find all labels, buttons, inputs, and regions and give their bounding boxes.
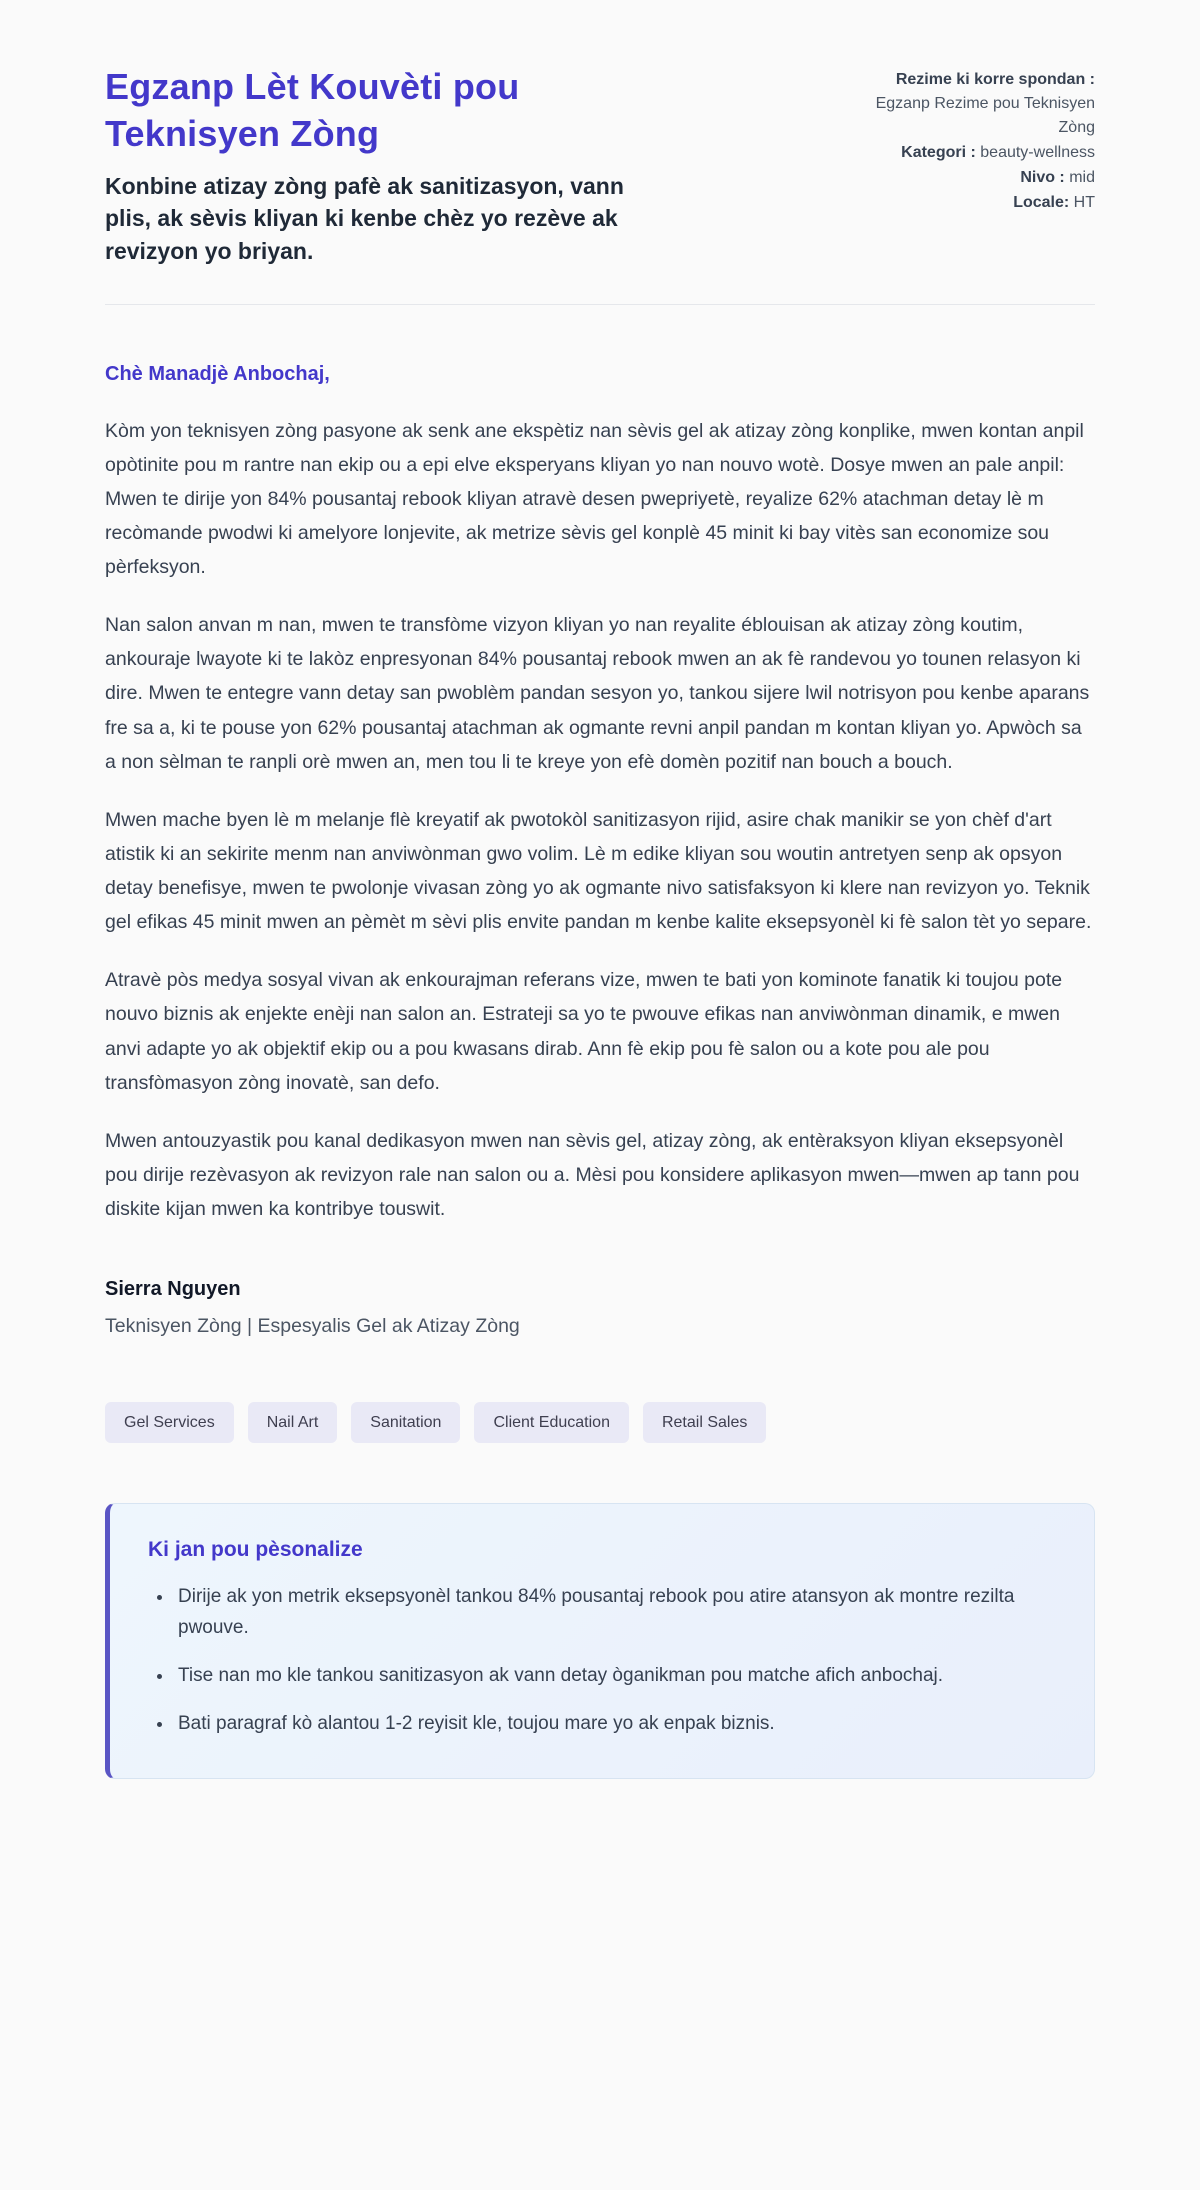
meta-label: Locale: (1013, 194, 1070, 211)
page-subtitle: Konbine atizay zòng pafè ak sanitizasyon, vann plis, ak sèvis kliyan ki kenbe chèz yo rezève ak revizyon yo briyan. (105, 172, 624, 264)
meta-value: Egzanp Rezime pou Teknisyen Zòng (875, 95, 1095, 136)
tip-item-2: • Tise nan mo kle tankou sanitizasyon ak vann detay òganikman pou matche afich anbochaj. (174, 1661, 1056, 1692)
tips-title: Ki jan pou pèsonalize (148, 1538, 363, 1562)
letter-paragraph-5: Mwen antouzyastik pou kanal dedikasyon mwen nan sèvis gel, atizay zòng, ak entèraksyon kliyan eksepsyonèl pou dirije rezèvasyon ak revizyon rale nan salon ou a. Mèsi pou konsidere aplikasyon mwen—mwen ap tann pou diskite kijan mwen ka kontribye touswit. (105, 1129, 1080, 1221)
letter-greeting: Chè Manadjè Anbochaj, (105, 362, 330, 385)
meta-row-locale (843, 191, 1095, 215)
tips-list (174, 1582, 1056, 1739)
meta-block (843, 64, 1095, 216)
tag-retail-sales: Retail Sales (643, 1402, 766, 1443)
tag-nail-art: Nail Art (248, 1402, 338, 1443)
signature-role: Teknisyen Zòng | Espesyalis Gel ak Atizay Zòng (105, 1315, 520, 1338)
personalization-tips-panel (105, 1503, 1095, 1779)
letter-paragraph-2: Nan salon anvan m nan, mwen te transfòme vizyon kliyan yo nan reyalite éblouisan ak atizay zòng koutim, ankouraje lwayote ki te lakòz enpresyonan 84% pousantaj rebook mwen an ak fè randevou yo tounen relasyon ki dire. Mwen te entegre vann detay san pwoblèm pandan sesyon yo, tankou sijere lwil notrisyon pou kenbe aparans fre sa a, ki te pouse yon 62% pousantaj atachman ak ogmante revni anpil pandan m kontan kliyan yo. Apwòch sa a non sèlman te ranpli orè mwen an, men tou li te kreye yon efè domèn pozitif nan bouch a bouch. (105, 614, 1090, 773)
meta-row-level (843, 166, 1095, 190)
tag-client-education: Client Education (474, 1402, 629, 1443)
letter-paragraph-4: Atravè pòs medya sosyal vivan ak enkourajman referans vize, mwen te bati yon kominote fanatik ki toujou pote nouvo biznis ak enjekte enèji nan salon an. Estrateji sa yo te pwouve efikas nan anviwònman dinamik, e mwen anvi adapte yo ak objektif ekip ou a pou kwasans dirab. Ann fè ekip pou fè salon ou a kote pou ale pou transfòmasyon zòng inovatè, san defo. (105, 969, 1063, 1094)
meta-value: mid (1069, 169, 1095, 186)
meta-row-corresponding-resume (843, 68, 1095, 140)
meta-value: HT (1073, 194, 1095, 211)
skill-tag-list (105, 1402, 1095, 1443)
tag-gel-services: Gel Services (105, 1402, 234, 1443)
page-title: Egzanp Lèt Kouvèti pou Teknisyen Zòng (105, 66, 520, 154)
meta-row-category (843, 141, 1095, 165)
meta-label: Rezime ki korre spondan : (895, 71, 1095, 88)
letter-paragraph-1: Kòm yon teknisyen zòng pasyone ak senk ane ekspètiz nan sèvis gel ak atizay zòng konplike, mwen kontan anpil opòtinite pou m rantre nan ekip ou a epi elve eksperyans kliyan yo nan nouvo wotè. Dosye mwen an pale anpil: Mwen te dirije yon 84% pousantaj rebook kliyan atravè desen pwepriyetè, reyalize 62% atachman detay lè m recòmande pwodwi ki amelyore lonjevite, ak metrize sèvis gel konplè 45 minit ki bay vitès san economize sou pèrfeksyon. (105, 419, 1084, 579)
signature-name: Sierra Nguyen (105, 1278, 241, 1301)
tip-item-3: • Bati paragraf kò alantou 1-2 reyisit kle, toujou mare yo ak enpak biznis. (174, 1709, 1056, 1740)
letter-body (105, 305, 1095, 1780)
meta-label: Nivo : (1020, 169, 1065, 186)
header-left (105, 64, 665, 268)
header (105, 64, 1095, 268)
tip-item-1: • Dirije ak yon metrik eksepsyonèl tankou 84% pousantaj rebook pou atire atansyon ak montre rezilta pwouve. (174, 1582, 1056, 1644)
tag-sanitation: Sanitation (351, 1402, 460, 1443)
letter-paragraph-3: Mwen mache byen lè m melanje flè kreyatif ak pwotokòl sanitizasyon rijid, asire chak manikir se yon chèf d'art atistik ki an sekirite menm nan anviwònman gwo volim. Lè m edike kliyan sou woutin antretyen senp ak opsyon detay benefisye, mwen te pwolonje vivasan zòng yo ak ogmante nivo satisfaksyon ki klere nan revizyon yo. Teknik gel efikas 45 minit mwen an pèmèt m sèvi plis envite pandan m kenbe kalite eksepsyonèl ki fè salon tèt yo separe. (105, 808, 1092, 934)
meta-value: beauty-wellness (980, 144, 1095, 161)
meta-label: Kategori : (901, 144, 976, 161)
signature-block (105, 1278, 1095, 1338)
